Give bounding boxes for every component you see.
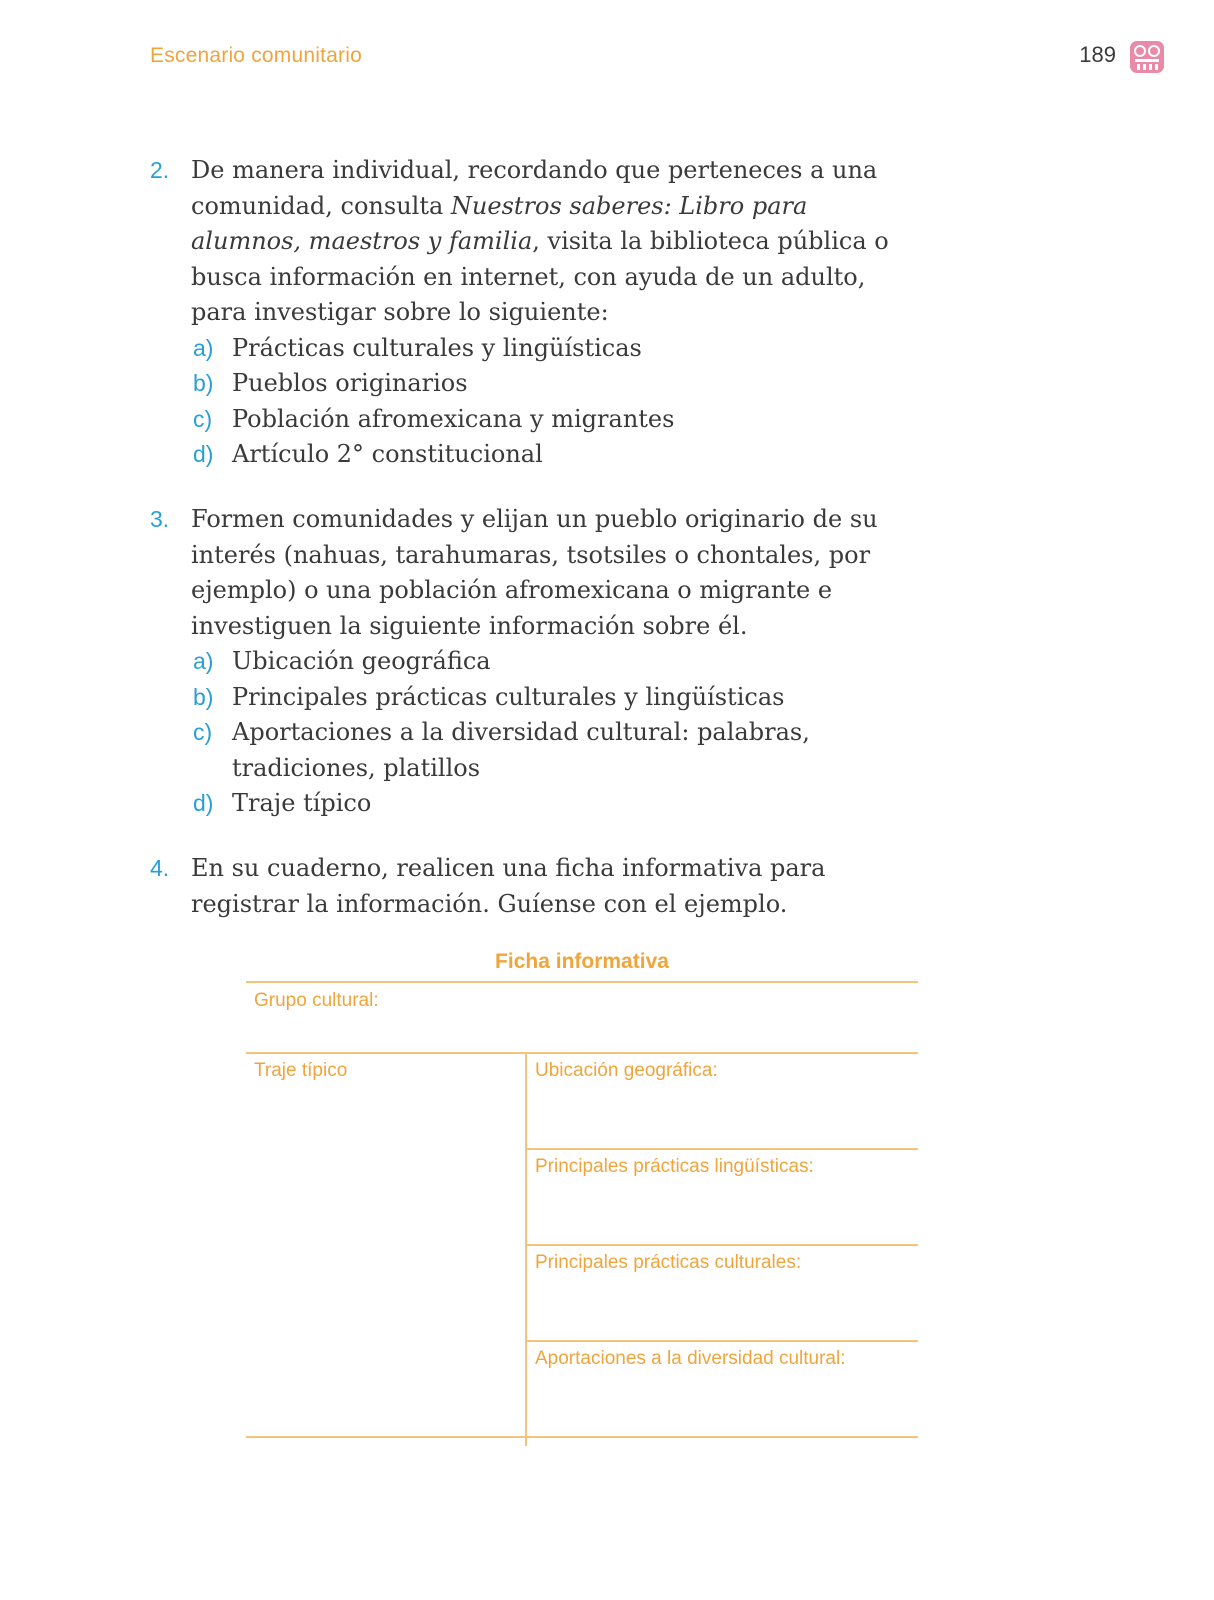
book-glyph-icon: [1129, 40, 1165, 74]
section-title: Escenario comunitario: [150, 44, 362, 67]
traje-tipico-label: Traje típico: [254, 1060, 348, 1081]
item-number: 2.: [150, 157, 170, 183]
divider: [246, 1052, 918, 1054]
divider: [246, 1436, 918, 1438]
item-text: Formen comunidades y elijan un pueblo originario de su interés (nahuas, tarahumaras, tsotsiles o chontales, por ejemplo) o una población afromexicana o migrante e investiguen la siguiente información sobre él.: [191, 505, 878, 640]
list-item: b) Pueblos originarios: [193, 369, 468, 397]
list-item: b) Principales prácticas culturales y lingüísticas: [193, 682, 785, 711]
item-number: 4.: [150, 855, 170, 881]
page-number: 189: [1079, 42, 1116, 67]
ubicacion-label: Ubicación geográfica:: [535, 1060, 718, 1081]
list-item: c) Aportaciones a la diversidad cultural: palabras, tradiciones, platillos: [193, 718, 810, 782]
column-divider: [525, 1052, 527, 1446]
list-item: d) Traje típico: [193, 789, 372, 817]
aportaciones-label: Aportaciones a la diversidad cultural:: [535, 1348, 846, 1369]
ficha-title: Ficha informativa: [495, 950, 669, 973]
practicas-linguisticas-label: Principales prácticas lingüísticas:: [535, 1156, 814, 1177]
divider: [246, 981, 918, 983]
divider: [525, 1244, 918, 1246]
list-item: a) Ubicación geográfica: [193, 647, 491, 675]
divider: [525, 1148, 918, 1150]
book-title: Nuestros saberes: Libro para alumnos, maestros y familia: [191, 191, 808, 255]
list-item: d) Artículo 2° constitucional: [193, 440, 543, 468]
activity-item-2: [150, 153, 910, 473]
divider: [525, 1340, 918, 1342]
ficha-informativa: [246, 950, 918, 1448]
item-text: En su cuaderno, realicen una ficha informativa para registrar la información. Guíense con el ejemplo.: [191, 854, 826, 918]
activity-item-3: [150, 502, 910, 822]
list-item: a) Prácticas culturales y lingüísticas: [193, 333, 642, 362]
activity-item-4: [150, 851, 910, 922]
practicas-culturales-label: Principales prácticas culturales:: [535, 1252, 802, 1273]
item-number: 3.: [150, 506, 170, 532]
grupo-cultural-label: Grupo cultural:: [254, 990, 379, 1011]
item-text: De manera individual, recordando que perteneces a una comunidad, consulta Nuestros saberes: Libro para alumnos, maestros y familia, visita la biblioteca pública o busca información en internet, con ayuda de un adulto, para investigar sobre lo siguiente:: [191, 156, 889, 326]
list-item: c) Población afromexicana y migrantes: [193, 404, 675, 433]
